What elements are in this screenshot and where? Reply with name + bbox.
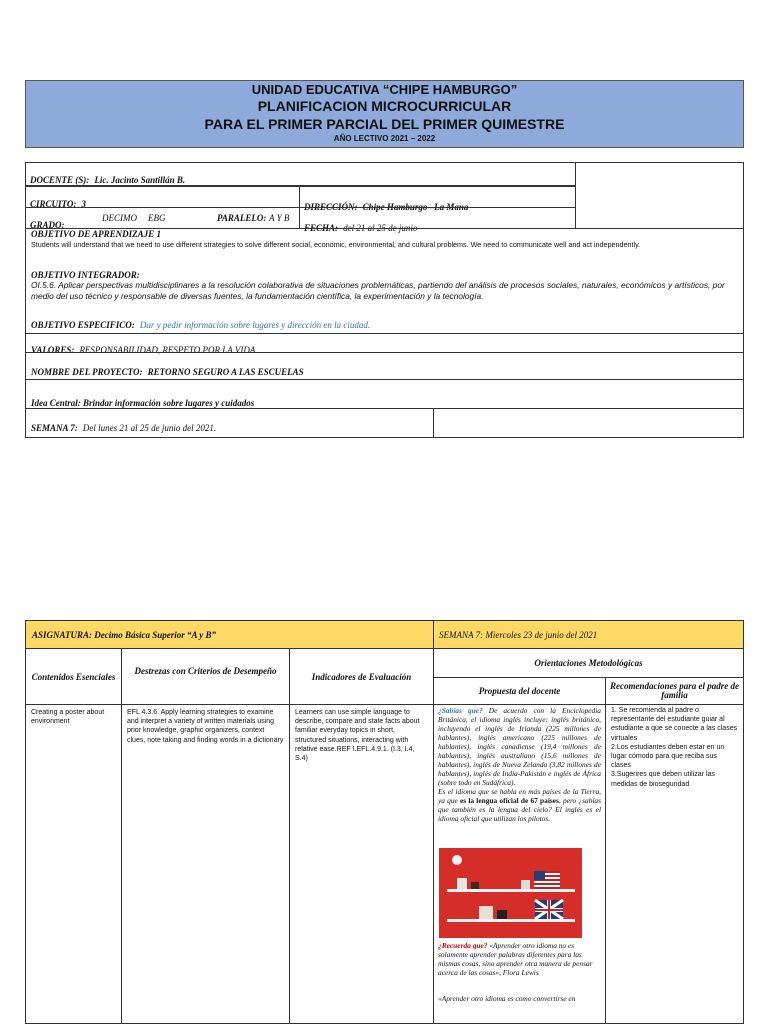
docente-row: DOCENTE (S): Lic. Jacinto Santillán B.	[25, 163, 576, 186]
semana-lower-cell: SEMANA 7: Miercoles 23 de junio del 2021	[433, 620, 744, 649]
circuito-cell: CIRCUITO: 3	[25, 186, 300, 208]
quote-two: «Aprender otro idioma es como convertirse en	[438, 994, 576, 1003]
destrezas-cell: EFL 4.3.6. Apply learning strategies to examine and interpret a variety of written materials using prior knowledge, graphic organizers, context clues, note taking and finding words in a dictionary	[121, 704, 290, 1024]
school-name: UNIDAD EDUCATIVA “CHIPE HAMBURGO”	[251, 82, 518, 97]
objetivo-integrador-text: OI.5.6. Aplicar perspectivas multidisciplinares a la resolución colaborativa de situaciones problemáticas, partiendo del análisis de procesos sociales, naturales, económicos y artísticos, por medio del uso técnico y responsable de diversas fuentes, la fundamentación científica, la experimentación y la tecnología.	[31, 280, 725, 301]
idea-central-row: Idea Central: Brindar información sobre lugares y cuidados	[25, 379, 744, 409]
direccion-cell: DIRECCIÓN: Chipe Hamburgo –La Mana	[299, 186, 576, 208]
semana-row: SEMANA 7: Del lunes 21 al 25 de junio del 2021.	[25, 408, 434, 438]
recuerda-label: ¿Recuerda que?	[438, 941, 488, 950]
wall-clock-icon	[452, 855, 462, 865]
col-contenidos: Contenidos Esenciales	[25, 648, 122, 705]
col-propuesta: Propuesta del docente	[433, 677, 606, 705]
objetivo-aprendizaje-label: OBJETIVO DE APRENDIZAJE 1	[31, 229, 161, 239]
asignatura-cell: ASIGNATURA: Decimo Básica Superior “A y B”	[25, 620, 434, 649]
grado-cell: GRADO: DECIMO EBG PARALELO: A Y B	[25, 207, 300, 229]
col-destrezas: Destrezas con Criterios de Desempeño	[121, 648, 290, 705]
proyecto-row: NOMBRE DEL PROYECTO: RETORNO SEGURO A LAS ESCUELAS	[25, 352, 744, 380]
us-flag-icon	[534, 871, 560, 889]
propuesta-cell: ¿Sabías que? De acuerdo con la Enciclopedia Británica, el idioma inglés incluye: inglés británico, incluyendo el inglés de Irlanda (225 millones de hablantes), inglés americano (225 millones de hablantes), inglés canadiense (19,4 millones de hablantes), inglés australiano (15,6 millones de hablantes), inglés de Nueva Zelanda (3,82 millones de hablantes), inglés de India-Pakistán e inglés de África (sobre todo en Sudáfrica). Es el idioma que se habla en más países de la Tierra, ya que es la lengua oficial de 67 países, pero ¿sabías que también es la lengua del cielo? El inglés es el idioma oficial que utilizan los pilotos. ¿Recuerda que? «Aprender otro idioma no es solamente aprender palabras diferentes para las mismas cosas, sino aprender otra manera de pensar acerca de las cosas», Flora Lewis «Aprender otro idioma es como convertirse en	[433, 704, 606, 1024]
flags-shelf-image	[439, 848, 582, 938]
recomendaciones-cell: 1. Se recomienda al padre o representante del estudiante guiar al estudiante a que se conecte a las clases virtuales 2.Los estudiantes deben estar en un lugar cómodo para que reciba sus clases 3.Sugerires que deben utilizar las medidas de bioseguridad	[605, 704, 744, 1024]
semana-empty	[433, 408, 744, 438]
objetivo-aprendizaje-text: Students will understand that we need to use different strategies to solve different social, economic, environmental, and cultural problems. We need to communicate well and act independently.	[31, 240, 641, 249]
period-title: PARA EL PRIMER PARCIAL DEL PRIMER QUIMESTRE	[204, 116, 565, 132]
plan-title: PLANIFICACION MICROCURRICULAR	[257, 98, 512, 114]
sabias-label: ¿Sabías que?	[438, 706, 483, 715]
empty-corner	[576, 163, 744, 229]
col-orientaciones: Orientaciones Metodológicas	[433, 648, 744, 678]
objectives-block	[25, 228, 744, 334]
objetivo-integrador-label: OBJETIVO INTEGRADOR:	[31, 270, 140, 280]
objetivo-especifico-text: Dar y pedir información sobre lugares y dirección en la ciudad.	[139, 320, 371, 330]
school-year: AÑO LECTIVO 2021 – 2022	[333, 134, 436, 143]
contenidos-cell: Creating a poster about environment	[25, 704, 122, 1024]
document-header	[25, 80, 744, 148]
col-recomendaciones: Recomendaciones para el padre de familia	[605, 677, 744, 705]
fecha-cell: FECHA: del 21 al 25 de junio	[299, 207, 576, 229]
indicadores-cell: Learners can use simple language to describe, compare and state facts about familiar everyday topics in short, structured situations, interacting with relative ease.REF I.EFL.4.9.1. (I.3, I.4, S.4)	[289, 704, 434, 1024]
valores-row: VALORES: RESPONSABILIDAD, RESPETO POR LA VIDA.	[25, 333, 744, 353]
objetivo-especifico-label: OBJETIVO ESPECIFICO:	[31, 320, 135, 330]
uk-flag-icon	[535, 900, 563, 919]
col-indicadores: Indicadores de Evaluación	[289, 648, 434, 705]
